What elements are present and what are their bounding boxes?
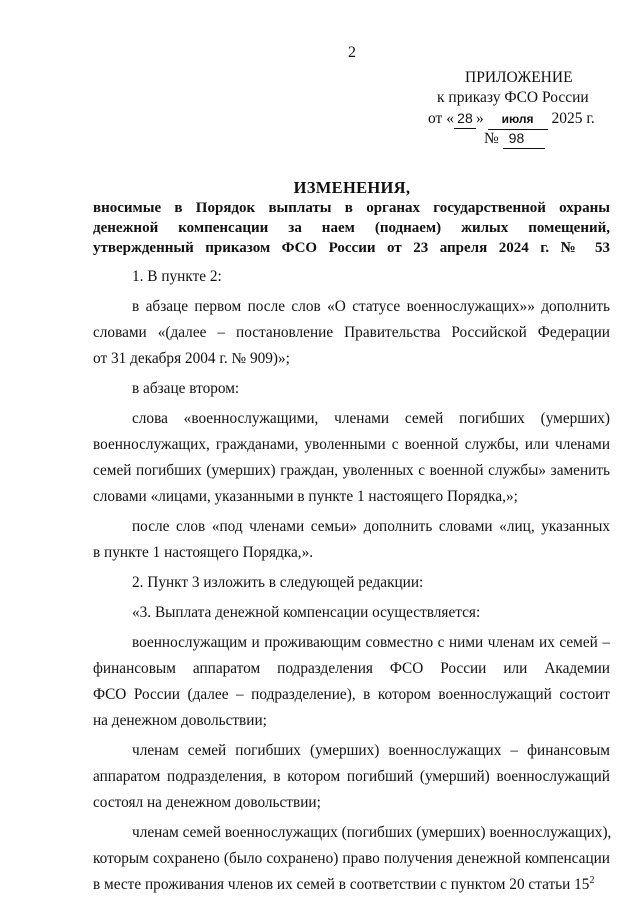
paragraph-line: 1. В пункте 2: (132, 268, 222, 285)
paragraph-line: которым сохранено (было сохранено) право получения денежной компенсации (93, 850, 610, 867)
paragraph (93, 600, 610, 626)
paragraph (93, 630, 610, 734)
paragraph-line: от 31 декабря 2004 г. № 909)»; (93, 350, 290, 367)
subtitle-line: денежной компенсации за наем (поднаем) жилых помещений, (93, 220, 610, 236)
date-day: 28 (454, 108, 476, 129)
order-number: 98 (503, 128, 545, 149)
appendix-order-ref: к приказу ФСО России (437, 89, 589, 106)
subtitle-line: утвержденный приказом ФСО России от 23 апреля 2024 г. № 53 (93, 240, 610, 256)
date-day-suffix: » (475, 110, 484, 127)
paragraph (93, 294, 610, 372)
date-month: июля (488, 109, 548, 130)
document-title: ИЗМЕНЕНИЯ, (293, 178, 411, 197)
paragraph-text: в месте проживания членов их семей в соответствии с пунктом 20 статьи 15 (93, 876, 590, 893)
paragraph-line: членам семей военнослужащих (погибших (умерших) военнослужащих), (132, 824, 612, 841)
paragraph (93, 570, 610, 596)
paragraph-line: ФСО России (далее – подразделение), в котором военнослужащий состоит (93, 686, 610, 703)
paragraph (93, 738, 610, 816)
document-body (93, 264, 610, 898)
document-subtitle (93, 198, 610, 258)
appendix-title: ПРИЛОЖЕНИЕ (465, 69, 573, 86)
paragraph-line: в абзаце первом после слов «О статусе военнослужащих»» дополнить (132, 298, 610, 315)
appendix-number (484, 128, 545, 149)
paragraph-line: в пункте 1 настоящего Порядка,». (93, 544, 314, 561)
paragraph-line: финансовым аппаратом подразделения ФСО России или Академии (93, 660, 610, 677)
paragraph-line: на денежном довольствии; (93, 712, 267, 729)
date-prefix: от « (428, 110, 454, 127)
date-year: 2025 г. (551, 110, 595, 127)
paragraph-line: словами «(далее – постановление Правительства Российской Федерации (93, 324, 610, 341)
paragraph-line: словами «лицами, указанными в пункте 1 настоящего Порядка,»; (93, 488, 518, 505)
paragraph-line: семей погибших (умерших) граждан, уволенных с военной службы» заменить (93, 462, 610, 479)
number-prefix: № (484, 130, 499, 147)
paragraph-line: 2. Пункт 3 изложить в следующей редакции: (132, 574, 424, 591)
paragraph-line: в абзаце втором: (132, 380, 240, 397)
paragraph (93, 820, 610, 898)
article-superscript: 2 (589, 874, 595, 886)
paragraph (93, 514, 610, 566)
subtitle-line: вносимые в Порядок выплаты в органах государственной охраны (93, 200, 610, 216)
paragraph-line: состоял на денежном довольствии; (93, 794, 321, 811)
paragraph-line: членам семей погибших (умерших) военнослужащих – финансовым (132, 742, 610, 759)
paragraph (93, 406, 610, 510)
paragraph-line: слова «военнослужащими, членами семей погибших (умерших) (132, 410, 610, 427)
page-number: 2 (348, 44, 356, 61)
paragraph-line: военнослужащих, гражданами, уволенными с военной службы, или членами (93, 436, 610, 453)
paragraph-line: «3. Выплата денежной компенсации осуществляется: (132, 604, 481, 621)
appendix-date (428, 108, 595, 130)
paragraph (93, 376, 610, 402)
paragraph (93, 264, 610, 290)
paragraph-line: военнослужащим и проживающим совместно с ними членам их семей – (132, 634, 610, 651)
paragraph-line-last (93, 872, 610, 898)
paragraph-line: после слов «под членами семьи» дополнить словами «лиц, указанных (132, 518, 610, 535)
paragraph-line: аппаратом подразделения, в котором погибший (умерший) военнослужащий (93, 768, 610, 785)
